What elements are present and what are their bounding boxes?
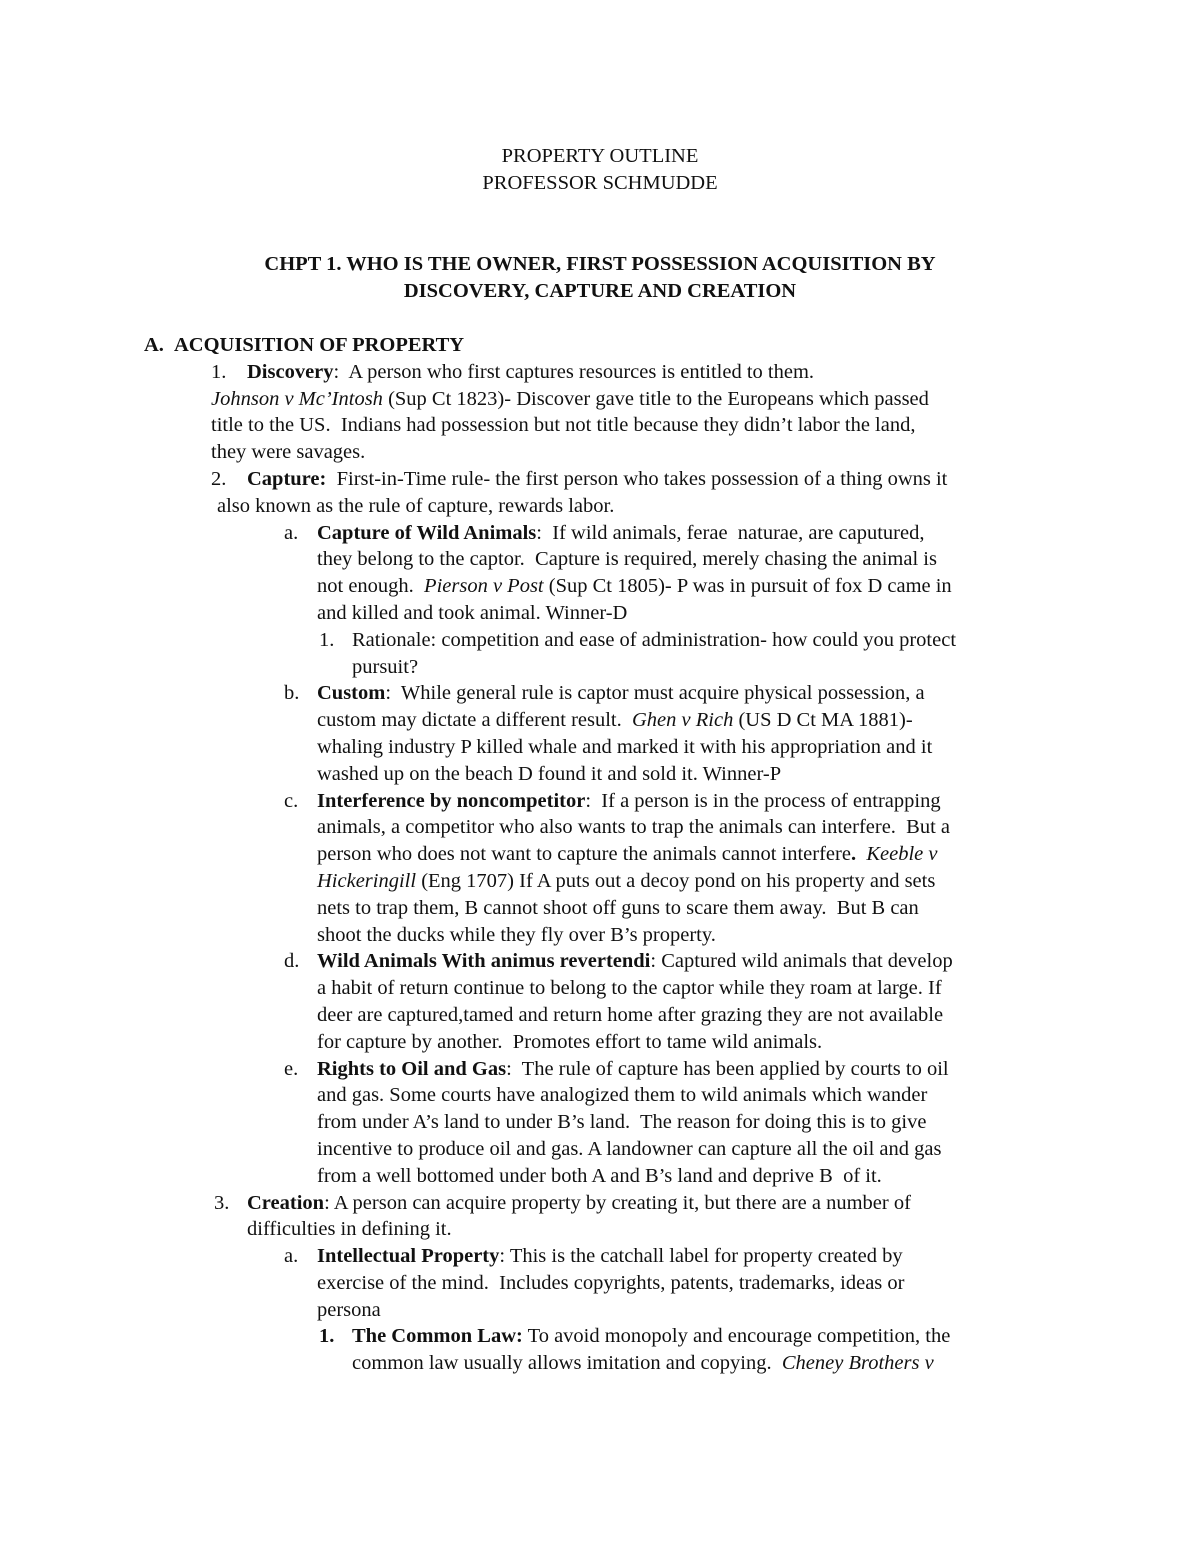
case-name: Ghen v Rich: [632, 709, 734, 732]
text-content: pursuit?: [352, 655, 419, 678]
list-item-discovery-case: [0, 386, 1200, 413]
item-term: Interference by noncompetitor: [317, 789, 586, 812]
document-title: PROPERTY OUTLINE: [501, 145, 699, 167]
item-marker: 1.: [319, 628, 335, 651]
item-marker: 2.: [211, 467, 227, 490]
text-content: and killed and took animal. Winner-D: [317, 601, 628, 624]
text-line: [0, 1270, 1200, 1297]
item-marker: 1.: [319, 1325, 335, 1348]
item-marker: a.: [284, 521, 299, 544]
text-content: difficulties in defining it.: [247, 1218, 452, 1241]
item-term: The Common Law:: [352, 1325, 523, 1348]
chapter-heading: [0, 251, 1200, 305]
item-definition: To avoid monopoly and encourage competition, the: [522, 1325, 951, 1348]
text-content: from under A’s land to under B’s land. The reason for doing this is to give: [317, 1111, 927, 1134]
item-term: Intellectual Property: [317, 1245, 500, 1268]
outline-body: [0, 332, 1200, 1377]
case-text: (Sup Ct 1805)- P was in pursuit of fox D came in: [543, 575, 952, 598]
text-content: also known as the rule of capture, rewards labor.: [217, 494, 615, 517]
bold-period: .: [850, 843, 857, 866]
item-marker: a.: [284, 1245, 299, 1268]
item-definition: : This is the catchall label for property created by: [499, 1245, 903, 1268]
text-line: [0, 439, 1200, 466]
text-content: from a well bottomed under both A and B’s land and deprive B of it.: [317, 1164, 882, 1187]
item-definition: First-in-Time rule- the first person who takes possession of a thing owns it: [326, 467, 948, 490]
text-line: [0, 734, 1200, 761]
text-line: [0, 600, 1200, 627]
text-content: nets to trap them, B cannot shoot off guns to scare them away. But B can: [317, 896, 919, 919]
item-term: Custom: [317, 682, 386, 705]
case-text: (Eng 1707) If A puts out a decoy pond on his property and sets: [416, 869, 936, 892]
list-item-creation: [0, 1190, 1200, 1217]
text-line: [0, 654, 1200, 681]
case-name: Hickeringill: [317, 869, 417, 892]
list-item-discovery: [0, 359, 1200, 386]
text-content: common law usually allows imitation and copying.: [352, 1352, 782, 1375]
text-line: [0, 1297, 1200, 1324]
item-term: Rights to Oil and Gas: [317, 1057, 507, 1080]
text-line: [0, 573, 1200, 600]
document-subtitle: PROFESSOR SCHMUDDE: [482, 172, 718, 194]
text-line: [0, 761, 1200, 788]
case-name: Pierson v Post: [424, 575, 544, 598]
case-name: Keeble v: [866, 843, 938, 866]
item-term: Wild Animals With animus revertendi: [317, 950, 651, 973]
item-term: Capture:: [247, 467, 327, 490]
text-content: Rationale: competition and ease of administration- how could you protect: [352, 628, 957, 651]
chapter-heading-line-2: DISCOVERY, CAPTURE AND CREATION: [403, 280, 797, 302]
item-marker: 1.: [211, 360, 227, 383]
text-line: [0, 1002, 1200, 1029]
case-text: (Sup Ct 1823)- Discover gave title to the Europeans which passed: [382, 387, 929, 410]
list-item-oil-gas: [0, 1056, 1200, 1083]
text-content: animals, a competitor who also wants to trap the animals can interfere. But a: [317, 816, 951, 839]
text-line: [0, 1082, 1200, 1109]
text-line: [0, 546, 1200, 573]
text-content: exercise of the mind. Includes copyrights, patents, trademarks, ideas or: [317, 1271, 905, 1294]
text-content: custom may dictate a different result.: [317, 709, 632, 732]
text-line: [0, 895, 1200, 922]
text-line: [0, 922, 1200, 949]
text-line: [0, 1216, 1200, 1243]
text-content: whaling industry P killed whale and marked it with his appropriation and it: [317, 735, 933, 758]
list-item-intellectual-property: [0, 1243, 1200, 1270]
text-content: deer are captured,tamed and return home after grazing they are not available: [317, 1003, 944, 1026]
text-content: they belong to the captor. Capture is required, merely chasing the animal is: [317, 548, 937, 571]
text-content: persona: [317, 1298, 381, 1321]
text-line: [0, 814, 1200, 841]
item-marker: 3.: [214, 1191, 230, 1214]
text-line: [0, 1163, 1200, 1190]
text-content: for capture by another. Promotes effort to tame wild animals.: [317, 1030, 823, 1053]
item-marker: e.: [284, 1057, 299, 1080]
item-term: Capture of Wild Animals: [317, 521, 537, 544]
case-name: Johnson v Mc’Intosh: [211, 387, 383, 410]
list-item-rationale: [0, 627, 1200, 654]
text-content: person who does not want to capture the animals cannot interfere: [317, 843, 851, 866]
list-item-animus-revertendi: [0, 948, 1200, 975]
chapter-heading-line-1: CHPT 1. WHO IS THE OWNER, FIRST POSSESSION ACQUISITION BY: [264, 253, 936, 275]
list-item-interference: [0, 788, 1200, 815]
text-line: [0, 975, 1200, 1002]
text-line: [0, 1350, 1200, 1377]
text-content: they were savages.: [211, 441, 366, 464]
text-line: [0, 412, 1200, 439]
item-definition: : If a person is in the process of entrapping: [585, 789, 941, 812]
section-marker: A.: [144, 334, 164, 356]
section-a-heading: [0, 332, 1200, 359]
text-content: title to the US. Indians had possession but not title because they didn’t labor the land,: [211, 414, 916, 437]
item-definition: : If wild animals, ferae naturae, are caputured,: [536, 521, 925, 544]
item-marker: b.: [284, 682, 300, 705]
item-marker: d.: [284, 950, 300, 973]
item-definition: : A person who first captures resources is entitled to them.: [333, 360, 815, 383]
text-line: [0, 1029, 1200, 1056]
case-name: Cheney Brothers v: [781, 1352, 934, 1375]
text-line: [0, 707, 1200, 734]
case-text: (US D Ct MA 1881)-: [733, 709, 913, 732]
list-item-common-law: [0, 1323, 1200, 1350]
list-item-capture: [0, 466, 1200, 493]
item-definition: : While general rule is captor must acquire physical possession, a: [385, 682, 925, 705]
text-line: [0, 1109, 1200, 1136]
document-header: [0, 143, 1200, 197]
list-item-custom: [0, 680, 1200, 707]
item-definition: : The rule of capture has been applied by courts to oil: [506, 1057, 949, 1080]
item-marker: c.: [284, 789, 299, 812]
text-content: a habit of return continue to belong to the captor while they roam at large. If: [317, 977, 942, 1000]
item-term: Creation: [247, 1191, 325, 1214]
text-content: incentive to produce oil and gas. A landowner can capture all the oil and gas: [317, 1137, 942, 1160]
item-term: Discovery: [247, 360, 334, 383]
text-line: [0, 493, 1200, 520]
text-content: washed up on the beach D found it and sold it. Winner-P: [317, 762, 782, 785]
text-content: shoot the ducks while they fly over B’s property.: [317, 923, 716, 946]
text-content: and gas. Some courts have analogized them to wild animals which wander: [317, 1084, 928, 1107]
section-title: ACQUISITION OF PROPERTY: [174, 334, 465, 356]
list-item-capture-wild-animals: [0, 520, 1200, 547]
item-definition: : A person can acquire property by creating it, but there are a number of: [324, 1191, 911, 1214]
item-definition: : Captured wild animals that develop: [650, 950, 953, 973]
text-line: [0, 841, 1200, 868]
text-line: [0, 868, 1200, 895]
text-content: not enough.: [317, 575, 425, 598]
text-line: [0, 1136, 1200, 1163]
